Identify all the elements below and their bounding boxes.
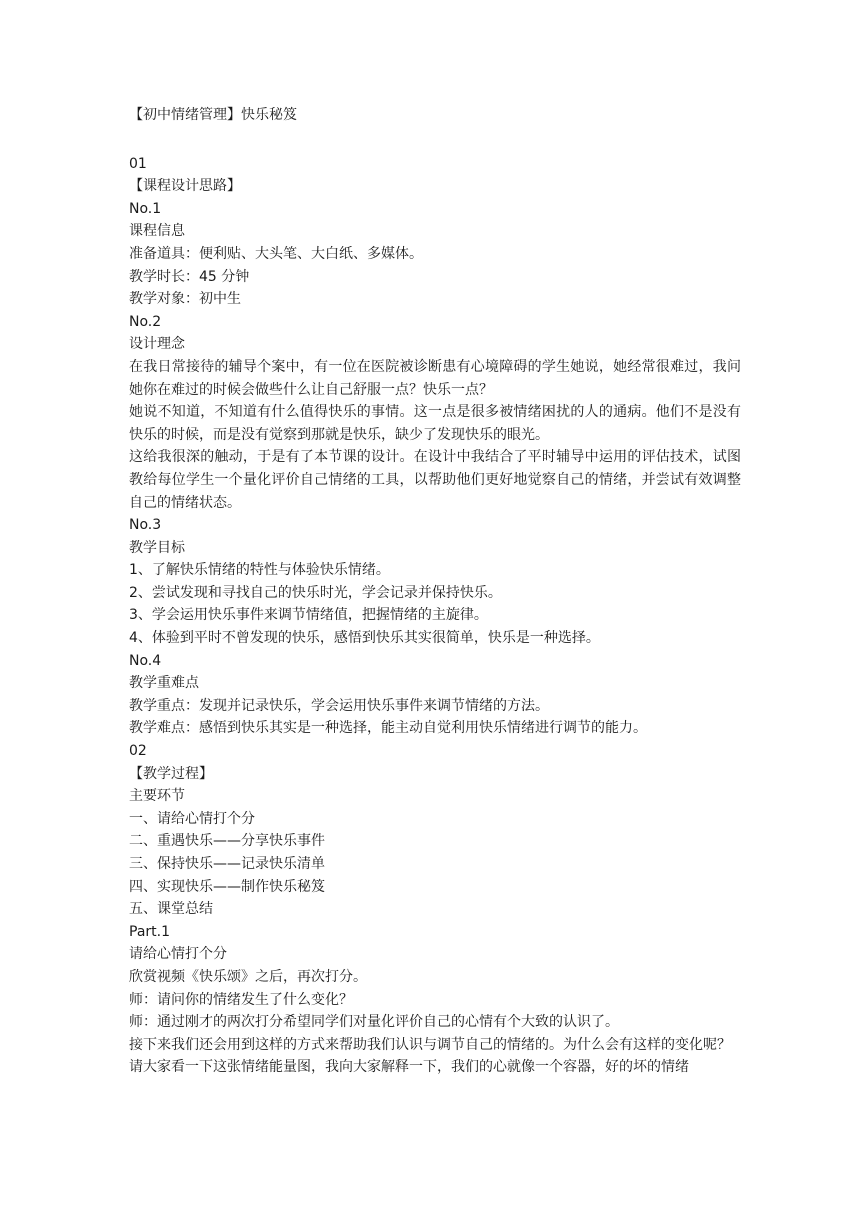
part-label: Part.1 xyxy=(129,923,170,940)
document-title: 【初中情绪管理】快乐秘笈 xyxy=(129,107,297,123)
step-item: 五、课堂总结 xyxy=(129,901,213,918)
step-item: 三、保持快乐——记录快乐清单 xyxy=(129,856,325,872)
goal-item: 4、体验到平时不曾发现的快乐，感悟到快乐其实很简单，快乐是一种选择。 xyxy=(129,630,600,647)
course-info-item: 教学对象：初中生 xyxy=(129,291,241,308)
part-paragraph: 欣赏视频《快乐颂》之后，再次打分。 xyxy=(129,968,367,985)
subsection-label: No.1 xyxy=(129,200,162,217)
main-steps-heading: 主要环节 xyxy=(129,788,185,805)
subsection-heading: 设计理念 xyxy=(129,336,185,353)
section-number: 02 xyxy=(129,743,147,760)
document-page xyxy=(129,104,741,1079)
design-paragraph: 在我日常接待的辅导个案中，有一位在医院被诊断患有心境障碍的学生她说，她经常很难过，我问她你在难过的时候会做些什么让自己舒服一点？快乐一点？ xyxy=(129,358,741,398)
goal-item: 3、学会运用快乐事件来调节情绪值，把握情绪的主旋律。 xyxy=(129,607,488,624)
subsection-heading: 课程信息 xyxy=(129,223,185,240)
goal-item: 2、尝试发现和寻找自己的快乐时光，学会记录并保持快乐。 xyxy=(129,584,502,601)
section-heading: 【课程设计思路】 xyxy=(129,178,241,195)
subsection-heading: 教学重难点 xyxy=(129,675,199,692)
key-point-item: 教学难点：感悟到快乐其实是一种选择，能主动自觉利用快乐情绪进行调节的能力。 xyxy=(129,720,647,737)
section-heading: 【教学过程】 xyxy=(129,765,213,782)
step-item: 四、实现快乐——制作快乐秘笈 xyxy=(129,878,325,895)
design-paragraph: 她说不知道，不知道有什么值得快乐的事情。这一点是很多被情绪困扰的人的通病。他们不是没有快乐的时候，而是没有觉察到那就是快乐，缺少了发现快乐的眼光。 xyxy=(129,404,741,443)
part-heading: 请给心情打个分 xyxy=(129,946,227,963)
part-paragraph: 接下来我们还会用到这样的方式来帮助我们认识与调节自己的情绪的。为什么会有这样的变化呢？ xyxy=(129,1036,731,1053)
subsection-label: No.3 xyxy=(129,517,162,534)
subsection-label: No.4 xyxy=(129,652,162,669)
step-item: 一、请给心情打个分 xyxy=(129,810,255,827)
course-info-item: 教学时长：45 分钟 xyxy=(129,268,250,285)
subsection-label: No.2 xyxy=(129,313,162,330)
part-paragraph: 请大家看一下这张情绪能量图，我向大家解释一下，我们的心就像一个容器，好的坏的情绪 xyxy=(129,1059,689,1076)
part-paragraph: 师：请问你的情绪发生了什么变化？ xyxy=(129,991,353,1008)
part-paragraph: 师：通过刚才的两次打分希望同学们对量化评价自己的心情有个大致的认识了。 xyxy=(129,1014,619,1031)
design-paragraph: 这给我很深的触动，于是有了本节课的设计。在设计中我结合了平时辅导中运用的评估技术，试图教给每位学生一个量化评价自己情绪的工具，以帮助他们更好地觉察自己的情绪，并尝试有效调整自己的情绪状态。 xyxy=(129,449,741,511)
subsection-heading: 教学目标 xyxy=(129,539,185,556)
course-info-item: 准备道具：便利贴、大头笔、大白纸、多媒体。 xyxy=(129,245,423,262)
key-point-item: 教学重点：发现并记录快乐，学会运用快乐事件来调节情绪的方法。 xyxy=(129,697,549,714)
step-item: 二、重遇快乐——分享快乐事件 xyxy=(129,833,325,850)
section-number: 01 xyxy=(129,155,147,172)
goal-item: 1、了解快乐情绪的特性与体验快乐情绪。 xyxy=(129,562,390,579)
